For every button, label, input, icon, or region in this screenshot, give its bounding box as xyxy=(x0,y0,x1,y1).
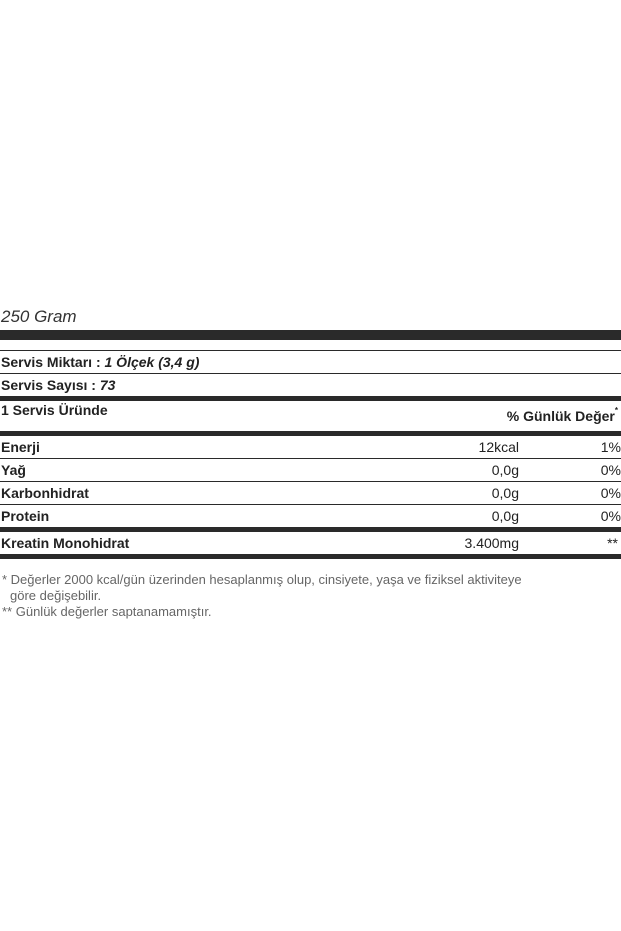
extra-nutrient-amount: 3.400mg xyxy=(464,535,519,551)
nutrient-daily-value: 0% xyxy=(600,508,621,524)
extra-nutrient-name: Kreatin Monohidrat xyxy=(1,535,130,551)
table-header xyxy=(0,401,621,431)
nutrient-row xyxy=(0,505,621,527)
footnotes xyxy=(0,572,617,620)
nutrient-row xyxy=(0,436,621,458)
nutrient-daily-value: 1% xyxy=(600,439,621,455)
extra-nutrient-row xyxy=(0,532,621,554)
nutrient-name: Karbonhidrat xyxy=(1,485,89,501)
nutrient-name: Protein xyxy=(1,508,50,524)
nutrient-amount: 0,0g xyxy=(491,462,519,478)
nutrient-daily-value: 0% xyxy=(600,485,621,501)
servings-count-value: 73 xyxy=(99,377,116,393)
daily-value-header-text: % Günlük Değer xyxy=(506,408,615,424)
nutrient-amount: 12kcal xyxy=(478,439,519,455)
nutrient-name: Enerji xyxy=(1,439,40,455)
nutrient-amount: 0,0g xyxy=(491,508,519,524)
serving-size-label: Servis Miktarı : xyxy=(1,354,101,370)
nutrient-list xyxy=(0,436,621,527)
nutrition-facts-panel xyxy=(0,304,621,620)
daily-value-header xyxy=(507,408,618,424)
servings-count-row xyxy=(0,374,621,396)
footnote-2: ** Günlük değerler saptanamamıştır. xyxy=(2,604,212,619)
nutrient-amount: 0,0g xyxy=(491,485,519,501)
servings-count-label: Servis Sayısı : xyxy=(1,377,96,393)
nutrient-name: Yağ xyxy=(1,462,26,478)
per-serving-header: 1 Servis Üründe xyxy=(1,402,108,418)
extra-nutrient-pct: ** xyxy=(607,535,618,551)
package-weight: 250 Gram xyxy=(1,307,77,326)
nutrient-row xyxy=(0,459,621,481)
nutrient-row xyxy=(0,482,621,504)
top-divider xyxy=(0,330,621,340)
bottom-divider xyxy=(0,554,621,559)
nutrient-daily-value: 0% xyxy=(600,462,621,478)
serving-size-row xyxy=(0,351,621,373)
footnote-1-line-2: göre değişebilir. xyxy=(10,588,102,603)
footnote-1-line-1: * Değerler 2000 kcal/gün üzerinden hesaplanmış olup, cinsiyete, yaşa ve fiziksel aktiviteye xyxy=(2,572,522,587)
serving-size-value: 1 Ölçek (3,4 g) xyxy=(104,354,200,370)
daily-value-footnote-mark: * xyxy=(614,406,618,416)
